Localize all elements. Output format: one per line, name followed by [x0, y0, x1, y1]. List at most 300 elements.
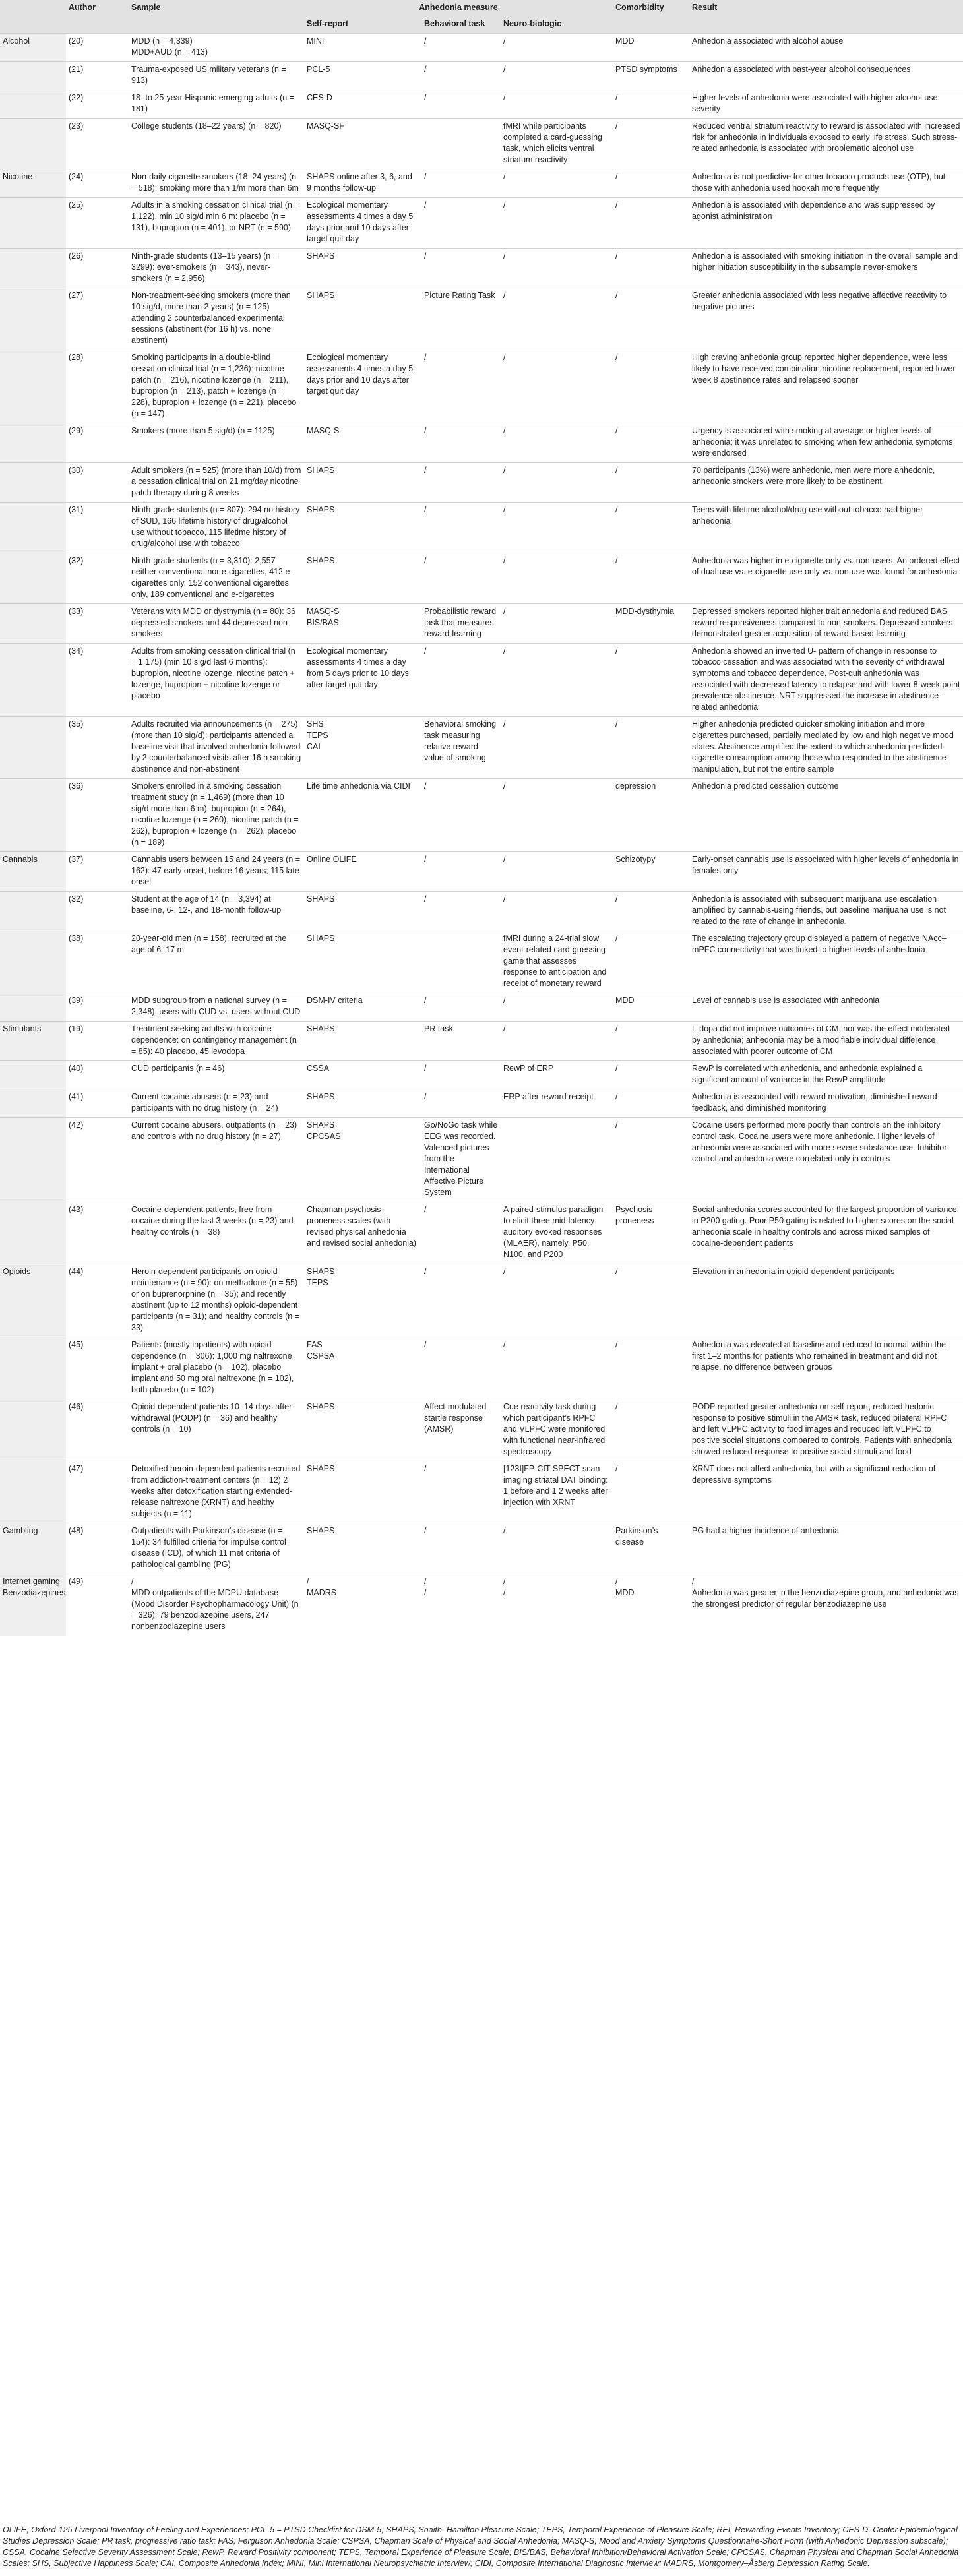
result-cell: / Anhedonia was greater in the benzodiazepine group, and anhedonia was the strongest predictor of regular benzodiazepine use [692, 1577, 959, 1609]
substance-cell: Gambling [0, 1523, 66, 1574]
comorbidity-cell: Schizotypy [615, 855, 656, 864]
author-cell: (46) [69, 1402, 84, 1411]
behavioral-task-cell: / [424, 1205, 427, 1214]
table-row [0, 34, 963, 62]
table-footnote: OLIFE, Oxford-125 Liverpool Inventory of Feeling and Experiences; PCL-5 = PTSD Checklist for DSM-5; SHAPS, Snaith–Hamilton Pleasure Scale; TEPS, Temporal Experience of Pleasure Scale; REI, Rewarding Events Inventory; CES-D, Center Epidemiological Studies Depression Scale; PR task, progressive ratio task; FAS, Ferguson Anhedonia Scale; CSPSA, Chapman Scale of Physical and Social Anhedonia; MASQ-S, Mood and Anxiety Symptoms Questionnaire-Short Form (with Anhedonic Depression subscale); CSSA, Cocaine Selective Severity Assessment Scale; RewP, Reward Positivity component; TEPS, Temporal Experience of Pleasure Scale; BIS/BAS, Behavioral Inhibition/Behavioral Activation Scale; CPCSAS, Chapman Physical and Chapman Social Anhedonia Scales; SHS, Subjective Happiness Scale; CAI, Composite Anhedonia Index; MINI, Mini International Neuropsychiatric Interview; CIDI, Composite International Diagnostic Interview; MADRS, Montgomery–Åsberg Depression Rating Scale. [3, 2525, 959, 2568]
comorbidity-cell: Psychosis proneness [615, 1205, 654, 1225]
substance-cell [0, 553, 66, 604]
self-report-cell: SHAPS [307, 1092, 335, 1101]
author-cell: (25) [69, 200, 84, 210]
comorbidity-cell: / [615, 121, 618, 131]
sample-cell: Heroin-dependent participants on opioid maintenance (n = 90): on methadone (n = 55) or on buprenorphine (n = 35); and recently abstinent (up to 12 months) opioid-dependent participants (n = 31); and healthy controls (n = 33) [131, 1267, 300, 1332]
table-row [0, 62, 963, 90]
sample-cell: Outpatients with Parkinson’s disease (n = 154): 34 fulfilled criteria for impulse control disease (ICD), of which 11 met criteria of pathological gambling (PG) [131, 1526, 286, 1569]
comorbidity-cell: MDD-dysthymia [615, 607, 674, 616]
author-cell: (19) [69, 1024, 84, 1033]
table-row [0, 169, 963, 198]
substance-cell [0, 119, 66, 169]
author-cell: (36) [69, 782, 84, 791]
sample-cell: Ninth-grade students (n = 3,310): 2,557 neither conventional nor e-cigarettes, 412 e-cigarettes only, 152 conventional cigarettes only, 189 conventional and e-cigarettes [131, 556, 293, 599]
author-cell: (40) [69, 1064, 84, 1073]
sample-cell: Cannabis users between 15 and 24 years (n = 162): 47 early onset, before 16 years; 115 late onset [131, 855, 301, 886]
neuro-biologic-cell: fMRI during a 24-trial slow event-related card-guessing game that assesses response to anticipation and receipt of monetary reward [503, 934, 607, 988]
author-cell: (35) [69, 720, 84, 729]
behavioral-task-cell: / / [424, 1577, 427, 1597]
substance-cell [0, 62, 66, 90]
sample-cell: 20-year-old men (n = 158), recruited at the age of 6–17 m [131, 934, 287, 954]
table-header [0, 0, 963, 34]
result-cell: Level of cannabis use is associated with anhedonia [692, 996, 880, 1005]
author-cell: (43) [69, 1205, 84, 1214]
substance-cell [0, 604, 66, 644]
author-cell: (39) [69, 996, 84, 1005]
sample-cell: Student at the age of 14 (n = 3,394) at baseline, 6-, 12-, and 18-month follow-up [131, 894, 282, 915]
neuro-biologic-cell: / [503, 720, 506, 729]
author-cell: (33) [69, 607, 84, 616]
comorbidity-cell: Parkinson’s disease [615, 1526, 658, 1547]
table-row [0, 1202, 963, 1264]
author-cell: (28) [69, 353, 84, 362]
behavioral-task-cell: / [424, 1464, 427, 1473]
self-report-cell: CES-D [307, 93, 332, 102]
sample-cell: Trauma-exposed US military veterans (n = 913) [131, 65, 286, 85]
result-cell: Anhedonia is associated with reward motivation, diminished reward feedback, and diminished monitoring [692, 1092, 937, 1113]
comorbidity-cell: / [615, 1120, 618, 1130]
result-cell: Greater anhedonia associated with less negative affective reactivity to negative pictures [692, 291, 947, 311]
behavioral-task-cell [421, 119, 501, 169]
sample-cell: MDD subgroup from a national survey (n = 2,348): users with CUD vs. users without CUD [131, 996, 301, 1016]
author-cell: (22) [69, 93, 84, 102]
behavioral-task-cell: / [424, 505, 427, 514]
self-report-cell: SHS TEPS CAI [307, 720, 328, 751]
neuro-biologic-cell: / [503, 93, 506, 102]
substance-cell [0, 288, 66, 350]
sample-cell: MDD (n = 4,339) MDD+AUD (n = 413) [131, 36, 208, 57]
comorbidity-cell: PTSD symptoms [615, 65, 677, 74]
result-cell: PG had a higher incidence of anhedonia [692, 1526, 840, 1535]
author-cell: (45) [69, 1340, 84, 1349]
result-cell: Anhedonia predicted cessation outcome [692, 782, 839, 791]
sample-cell: Smokers enrolled in a smoking cessation treatment study (n = 1,469) (more than 10 sig/d more than 6 m): bupropion (n = 264), nicotine lozenge (n = 260), nicotine patch (n = 262), bupropion + lozenge (n = 262), placebo (n = 189) [131, 782, 299, 847]
behavioral-task-cell: / [424, 855, 427, 864]
table-row [0, 852, 963, 892]
author-cell: (34) [69, 646, 84, 656]
result-cell: The escalating trajectory group displayed a pattern of negative NAcc–mPFC connectivity that was linked to higher levels of anhedonia [692, 934, 947, 954]
table-row [0, 604, 963, 644]
self-report-cell: Life time anhedonia via CIDI [307, 782, 411, 791]
neuro-biologic-cell: / [503, 291, 506, 300]
neuro-biologic-cell: Cue reactivity task during which participant’s RPFC and VLPFC were monitored with functional near-infrared spectroscopy [503, 1402, 606, 1456]
author-cell: (38) [69, 934, 84, 943]
neuro-biologic-cell: / [503, 855, 506, 864]
author-cell: (48) [69, 1526, 84, 1535]
header-result: Result [689, 0, 963, 34]
sample-cell: Current cocaine abusers (n = 23) and participants with no drug history (n = 24) [131, 1092, 278, 1113]
table-row [0, 288, 963, 350]
neuro-biologic-cell: / [503, 172, 506, 181]
table-row [0, 463, 963, 503]
table-row [0, 423, 963, 463]
substance-cell [0, 1461, 66, 1523]
substance-cell [0, 993, 66, 1022]
behavioral-task-cell: / [424, 353, 427, 362]
result-cell: Anhedonia is associated with smoking initiation in the overall sample and higher initiation susceptibility in the subsample never-smokers [692, 251, 958, 272]
behavioral-task-cell: / [424, 93, 427, 102]
author-cell: (42) [69, 1120, 84, 1130]
substance-cell: Cannabis [0, 852, 66, 892]
substance-cell: Opioids [0, 1264, 66, 1337]
behavioral-task-cell: / [424, 996, 427, 1005]
behavioral-task-cell: Picture Rating Task [424, 291, 495, 300]
result-cell: Higher anhedonia predicted quicker smoking initiation and more cigarettes purchased, partially mediated by low and high negative mood states. Abstinence amplified the extent to which anhedonia predicted cigarette consumption among those who responded to the abstinence manipulation, but not the entire sample [692, 720, 954, 774]
header-self-report: Self-report [304, 16, 421, 34]
self-report-cell: SHAPS online after 3, 6, and 9 months follow-up [307, 172, 412, 193]
substance-cell [0, 1061, 66, 1089]
author-cell: (37) [69, 855, 84, 864]
substance-cell [0, 463, 66, 503]
result-cell: Anhedonia is associated with subsequent marijuana use escalation amplified by cannabis-using friends, but baseline marijuana use is not related to the rate of change in anhedonia. [692, 894, 946, 926]
self-report-cell: MASQ-S [307, 426, 340, 435]
neuro-biologic-cell: / [503, 556, 506, 565]
self-report-cell: SHAPS [307, 556, 335, 565]
header-neuro-biologic: Neuro-biologic [501, 16, 613, 34]
author-cell: (32) [69, 894, 84, 904]
comorbidity-cell: MDD [615, 36, 635, 46]
result-cell: Elevation in anhedonia in opioid-dependent participants [692, 1267, 895, 1276]
result-cell: L-dopa did not improve outcomes of CM, nor was the effect moderated by anhedonia; anhedonia may be a modifiable individual difference associated with poorer outcome of CM [692, 1024, 950, 1056]
author-cell: (49) [69, 1577, 84, 1586]
comorbidity-cell: / [615, 291, 618, 300]
neuro-biologic-cell: / [503, 426, 506, 435]
result-cell: High craving anhedonia group reported higher dependence, were less likely to have received combination nicotine replacement, reported lower week 8 abstinence rates and relapsed sooner [692, 353, 956, 384]
result-cell: XRNT does not affect anhedonia, but with a significant reduction of depressive symptoms [692, 1464, 936, 1485]
substance-cell [0, 1202, 66, 1264]
comorbidity-cell: / [615, 251, 618, 261]
neuro-biologic-cell: / [503, 200, 506, 210]
comorbidity-cell: / [615, 505, 618, 514]
neuro-biologic-cell: / [503, 1267, 506, 1276]
result-cell: Anhedonia associated with alcohol abuse [692, 36, 844, 46]
result-cell: PODP reported greater anhedonia on self-report, reduced hedonic response to positive stimuli in the AMSR task, reduced bilateral RPFC and left VLPFC activity to food images and reduced left VLPFC to positive social situations compared to controls. Patients with anhedonia showed reduced response to positive social stimuli and food [692, 1402, 952, 1456]
sample-cell: CUD participants (n = 46) [131, 1064, 225, 1073]
table-row [0, 717, 963, 779]
sample-cell: Detoxified heroin-dependent patients recruited from addiction-treatment centers (n = 12) 2 weeks after detoxification starting extended-release naltrexone (XRNT) and healthy subjects (n = 11) [131, 1464, 301, 1518]
neuro-biologic-cell: ERP after reward receipt [503, 1092, 594, 1101]
result-cell: Anhedonia is not predictive for other tobacco products use (OTP), but those with anhedonia used hookah more frequently [692, 172, 946, 193]
self-report-cell: SHAPS TEPS [307, 1267, 335, 1287]
sample-cell: Adults in a smoking cessation clinical trial (n = 1,122), min 10 sig/d min 6 m: placebo (n = 131), bupropion (n = 401), or NRT (n = 590) [131, 200, 299, 232]
self-report-cell: MINI [307, 36, 325, 46]
self-report-cell: SHAPS [307, 291, 335, 300]
substance-cell [0, 90, 66, 119]
table-row [0, 350, 963, 423]
self-report-cell: CSSA [307, 1064, 330, 1073]
table-row [0, 1022, 963, 1061]
behavioral-task-cell: / [424, 1092, 427, 1101]
self-report-cell: FAS CSPSA [307, 1340, 335, 1361]
header-behavioral-task: Behavioral task [421, 16, 501, 34]
self-report-cell: Ecological momentary assessments 4 times a day 5 days prior and 10 days after target quit day [307, 200, 414, 243]
behavioral-task-cell: / [424, 1267, 427, 1276]
neuro-biologic-cell: / [503, 782, 506, 791]
sample-cell: Current cocaine abusers, outpatients (n = 23) and controls with no drug history (n = 27) [131, 1120, 297, 1141]
self-report-cell: SHAPS [307, 894, 335, 904]
result-cell: Cocaine users performed more poorly than controls on the inhibitory control task. Cocaine users were more anhedonic. Higher levels of anhedonia were associated with more severe substance use. Inhibitor control and anhedonia were correlated only in controls [692, 1120, 947, 1163]
result-cell: Early-onset cannabis use is associated with higher levels of anhedonia in females only [692, 855, 959, 875]
sample-cell: Adults from smoking cessation clinical trial (n = 1,175) (min 10 sig/d last 6 months): bupropion, nicotine lozenge, nicotine patch + lozenge, bupropion + nicotine lozenge or placebo [131, 646, 295, 700]
behavioral-task-cell: / [424, 894, 427, 904]
behavioral-task-cell: / [424, 1340, 427, 1349]
neuro-biologic-cell [501, 1118, 613, 1202]
table-row [0, 1399, 963, 1461]
sample-cell: Treatment-seeking adults with cocaine dependence: on contingency management (n = 85): 40 placebo, 45 levodopa [131, 1024, 297, 1056]
table-row [0, 119, 963, 169]
sample-cell: Cocaine-dependent patients, free from cocaine during the last 3 weeks (n = 23) and healthy controls (n = 38) [131, 1205, 294, 1237]
table-row [0, 931, 963, 993]
substance-cell [0, 1337, 66, 1399]
neuro-biologic-cell: / [503, 65, 506, 74]
result-cell: Social anhedonia scores accounted for the largest proportion of variance in P200 gating. Poor P50 gating is related to higher scores on the social anhedonia scale in healthy controls and across mixed samples of cocaine-dependent patients [692, 1205, 957, 1248]
behavioral-task-cell: PR task [424, 1024, 453, 1033]
behavioral-task-cell: / [424, 1064, 427, 1073]
comorbidity-cell: depression [615, 782, 656, 791]
behavioral-task-cell: Affect-modulated startle response (AMSR) [424, 1402, 487, 1434]
self-report-cell: MASQ-SF [307, 121, 344, 131]
neuro-biologic-cell: A paired-stimulus paradigm to elicit three mid-latency auditory evoked responses (MLAER), namely, P50, N100, and P200 [503, 1205, 604, 1259]
result-cell: Anhedonia was elevated at baseline and reduced to normal within the first 1–2 months for patients who remained in treatment and did not relapse, no difference between groups [692, 1340, 947, 1372]
behavioral-task-cell: / [424, 200, 427, 210]
substance-cell [0, 503, 66, 553]
sample-cell: Adult smokers (n = 525) (more than 10/d) from a cessation clinical trial on 21 mg/day nicotine patch therapy during 8 weeks [131, 466, 301, 497]
self-report-cell: MASQ-S BIS/BAS [307, 607, 340, 627]
behavioral-task-cell [421, 931, 501, 993]
neuro-biologic-cell: / [503, 1526, 506, 1535]
comorbidity-cell: / [615, 894, 618, 904]
table-row [0, 1118, 963, 1202]
comorbidity-cell: / MDD [615, 1577, 635, 1597]
self-report-cell: SHAPS [307, 466, 335, 475]
sample-cell: College students (18–22 years) (n = 820) [131, 121, 282, 131]
table-row [0, 503, 963, 553]
header-author: Author [66, 0, 129, 34]
substance-cell: Internet gaming Benzodiazepines [0, 1574, 66, 1636]
header-comorbidity: Comorbidity [613, 0, 689, 34]
neuro-biologic-cell: / [503, 36, 506, 46]
neuro-biologic-cell: / [503, 353, 506, 362]
behavioral-task-cell: / [424, 251, 427, 261]
comorbidity-cell: / [615, 934, 618, 943]
comorbidity-cell: / [615, 466, 618, 475]
table-row [0, 1061, 963, 1089]
sample-cell: Patients (mostly inpatients) with opioid dependence (n = 306): 1,000 mg naltrexone implant + oral placebo (n = 102), placebo implant and 50 mg oral naltrexone (n = 102), both placebo (n = 102) [131, 1340, 294, 1394]
comorbidity-cell: / [615, 426, 618, 435]
substance-cell [0, 931, 66, 993]
sample-cell: / MDD outpatients of the MDPU database (Mood Disorder Psychopharmacology Unit) (n = 326): 79 benzodiazepine users, 247 nonbenzodiazepine users [131, 1577, 299, 1631]
sample-cell: Ninth-grade students (n = 807): 294 no history of SUD, 166 lifetime history of drug/alcohol use without tobacco, 115 lifetime history of drug/alcohol use with tobacco [131, 505, 300, 548]
comorbidity-cell: / [615, 1064, 618, 1073]
neuro-biologic-cell: / [503, 646, 506, 656]
substance-cell [0, 1118, 66, 1202]
author-cell: (23) [69, 121, 84, 131]
self-report-cell: SHAPS [307, 1526, 335, 1535]
table-row [0, 779, 963, 852]
header-anhedonia-measure: Anhedonia measure [304, 0, 613, 16]
comorbidity-cell: / [615, 1024, 618, 1033]
result-cell: Anhedonia showed an inverted U- pattern of change in response to tobacco cessation and was associated with the severity of withdrawal symptoms and tobacco dependence. Post-quit anhedonia was associated with decreased latency to relapse and with lower 8-week point prevalence abstinence. NRT suppressed the increase in abstinence-related anhedonia [692, 646, 960, 712]
sample-cell: Smoking participants in a double-blind cessation clinical trial (n = 1,236): nicotine patch (n = 216), nicotine lozenge (n = 211), bupropion (n = 213), patch + lozenge (n = 228), bupropion + lozenge (n = 221), placebo (n = 147) [131, 353, 297, 418]
behavioral-task-cell: Go/NoGo task while EEG was recorded. Valenced pictures from the International Affective Picture System [424, 1120, 498, 1197]
self-report-cell: SHAPS [307, 1464, 335, 1473]
table-row [0, 1264, 963, 1337]
author-cell: (44) [69, 1267, 84, 1276]
substance-cell: Nicotine [0, 169, 66, 198]
substance-cell [0, 779, 66, 852]
neuro-biologic-cell: / [503, 996, 506, 1005]
behavioral-task-cell: / [424, 65, 427, 74]
self-report-cell: SHAPS [307, 1402, 335, 1411]
comorbidity-cell: / [615, 1267, 618, 1276]
comorbidity-cell: / [615, 1340, 618, 1349]
result-cell: Anhedonia is associated with dependence and was suppressed by agonist administration [692, 200, 935, 221]
comorbidity-cell: / [615, 200, 618, 210]
substance-cell [0, 644, 66, 717]
neuro-biologic-cell: / [503, 1340, 506, 1349]
result-cell: Higher levels of anhedonia were associated with higher alcohol use severity [692, 93, 938, 113]
author-cell: (20) [69, 36, 84, 46]
self-report-cell: SHAPS CPCSAS [307, 1120, 341, 1141]
table-row [0, 90, 963, 119]
substance-cell [0, 249, 66, 288]
table-row [0, 1461, 963, 1523]
neuro-biologic-cell: / / [503, 1577, 506, 1597]
comorbidity-cell: / [615, 1402, 618, 1411]
neuro-biologic-cell: [123I]FP-CIT SPECT-scan imaging striatal DAT binding: 1 before and 1 2 weeks after injection with XRNT [503, 1464, 608, 1507]
neuro-biologic-cell: / [503, 251, 506, 261]
neuro-biologic-cell: RewP of ERP [503, 1064, 554, 1073]
self-report-cell: Ecological momentary assessments 4 times a day 5 days prior and 10 days after target quit day [307, 353, 414, 396]
author-cell: (26) [69, 251, 84, 261]
neuro-biologic-cell: / [503, 505, 506, 514]
result-cell: Anhedonia was higher in e-cigarette only vs. non-users. An ordered effect of dual-use vs. e-cigarette use only vs. non-use was found for anhedonia [692, 556, 960, 576]
sample-cell: Smokers (more than 5 sig/d) (n = 1125) [131, 426, 275, 435]
author-cell: (30) [69, 466, 84, 475]
author-cell: (24) [69, 172, 84, 181]
sample-cell: Veterans with MDD or dysthymia (n = 80): 36 depressed smokers and 44 depressed non-smokers [131, 607, 296, 638]
table-row [0, 1337, 963, 1399]
author-cell: (47) [69, 1464, 84, 1473]
comorbidity-cell: / [615, 646, 618, 656]
comorbidity-cell: / [615, 1092, 618, 1101]
comorbidity-cell: / [615, 556, 618, 565]
behavioral-task-cell: / [424, 782, 427, 791]
author-cell: (21) [69, 65, 84, 74]
substance-cell [0, 350, 66, 423]
table-row [0, 1574, 963, 1636]
behavioral-task-cell: / [424, 646, 427, 656]
table-row [0, 1089, 963, 1118]
author-cell: (31) [69, 505, 84, 514]
self-report-cell: SHAPS [307, 934, 335, 943]
self-report-cell: SHAPS [307, 505, 335, 514]
self-report-cell: SHAPS [307, 1024, 335, 1033]
header-sample: Sample [129, 0, 304, 34]
table-row [0, 993, 963, 1022]
substance-cell [0, 423, 66, 463]
header-substance [0, 0, 66, 34]
self-report-cell: Online OLIFE [307, 855, 357, 864]
author-cell: (29) [69, 426, 84, 435]
substance-cell [0, 892, 66, 931]
behavioral-task-cell: / [424, 1526, 427, 1535]
table-row [0, 553, 963, 604]
sample-cell: Adults recruited via announcements (n = 275) (more than 10 sig/d): participants attended a baseline visit that involved anhedonia followed by 2 counterbalanced visits after 16 h smoking abstinence and non-abstinent [131, 720, 301, 774]
comorbidity-cell: MDD [615, 996, 635, 1005]
substance-cell: Alcohol [0, 34, 66, 62]
substance-cell: Stimulants [0, 1022, 66, 1061]
author-cell: (32) [69, 556, 84, 565]
author-cell: (27) [69, 291, 84, 300]
result-cell: Depressed smokers reported higher trait anhedonia and reduced BAS reward responsiveness compared to non-smokers. Depressed smokers demonstrated greater acquisition of reward-based learning [692, 607, 953, 638]
behavioral-task-cell: / [424, 556, 427, 565]
substance-cell [0, 1399, 66, 1461]
self-report-cell: Ecological momentary assessments 4 times a day from 5 days prior to 10 days after target quit day [307, 646, 409, 689]
table-row [0, 198, 963, 249]
self-report-cell: SHAPS [307, 251, 335, 261]
result-cell: Anhedonia associated with past-year alcohol consequences [692, 65, 911, 74]
behavioral-task-cell: / [424, 172, 427, 181]
neuro-biologic-cell: / [503, 607, 506, 616]
behavioral-task-cell: / [424, 426, 427, 435]
sample-cell: 18- to 25-year Hispanic emerging adults (n = 181) [131, 93, 295, 113]
table-row [0, 1523, 963, 1574]
behavioral-task-cell: Behavioral smoking task measuring relative reward value of smoking [424, 720, 497, 762]
substance-cell [0, 717, 66, 779]
table-row [0, 892, 963, 931]
self-report-cell: / MADRS [307, 1577, 337, 1597]
comorbidity-cell: / [615, 720, 618, 729]
substance-cell [0, 198, 66, 249]
behavioral-task-cell: / [424, 466, 427, 475]
table-body [0, 34, 963, 1636]
self-report-cell: Chapman psychosis-proneness scales (with revised physical anhedonia and revised social anhedonia) [307, 1205, 417, 1248]
sample-cell: Opioid-dependent patients 10–14 days after withdrawal (PODP) (n = 36) and healthy controls (n = 10) [131, 1402, 292, 1434]
table-row [0, 644, 963, 717]
author-cell: (41) [69, 1092, 84, 1101]
result-cell: RewP is correlated with anhedonia, and anhedonia explained a significant amount of variance in the RewP amplitude [692, 1064, 923, 1084]
comorbidity-cell: / [615, 93, 618, 102]
neuro-biologic-cell: / [503, 894, 506, 904]
sample-cell: Non-treatment-seeking smokers (more than 10 sig/d, more than 2 years) (n = 125) attending 2 counterbalanced experimental sessions (abstinent (for 16 h) vs. none abstinent) [131, 291, 291, 345]
neuro-biologic-cell: / [503, 1024, 506, 1033]
comorbidity-cell: / [615, 172, 618, 181]
result-cell: Urgency is associated with smoking at average or higher levels of anhedonia; it was unrelated to smoking when few anhedonia symptoms were endorsed [692, 426, 953, 458]
result-cell: Reduced ventral striatum reactivity to reward is associated with increased risk for anhedonia in individuals exposed to early life stress. Such stress-related anhedonia is associated with problematic alcohol use [692, 121, 960, 153]
sample-cell: Ninth-grade students (13–15 years) (n = 3299): ever-smokers (n = 343), never-smokers (n = 2,956) [131, 251, 278, 283]
comorbidity-cell: / [615, 353, 618, 362]
sample-cell: Non-daily cigarette smokers (18–24 years) (n = 518): smoking more than 1/m more than 6m [131, 172, 299, 193]
substance-cell [0, 1089, 66, 1118]
table-row [0, 249, 963, 288]
behavioral-task-cell: Probabilistic reward task that measures reward-learning [424, 607, 497, 638]
behavioral-task-cell: / [424, 36, 427, 46]
self-report-cell: PCL-5 [307, 65, 330, 74]
self-report-cell: DSM-IV criteria [307, 996, 363, 1005]
result-cell: Teens with lifetime alcohol/drug use without tobacco had higher anhedonia [692, 505, 923, 526]
result-cell: 70 participants (13%) were anhedonic, men were more anhedonic, anhedonic smokers were more likely to be abstinent [692, 466, 935, 486]
neuro-biologic-cell: fMRI while participants completed a card-guessing task, which elicits ventral striatum reactivity [503, 121, 603, 164]
neuro-biologic-cell: / [503, 466, 506, 475]
comorbidity-cell: / [615, 1464, 618, 1473]
